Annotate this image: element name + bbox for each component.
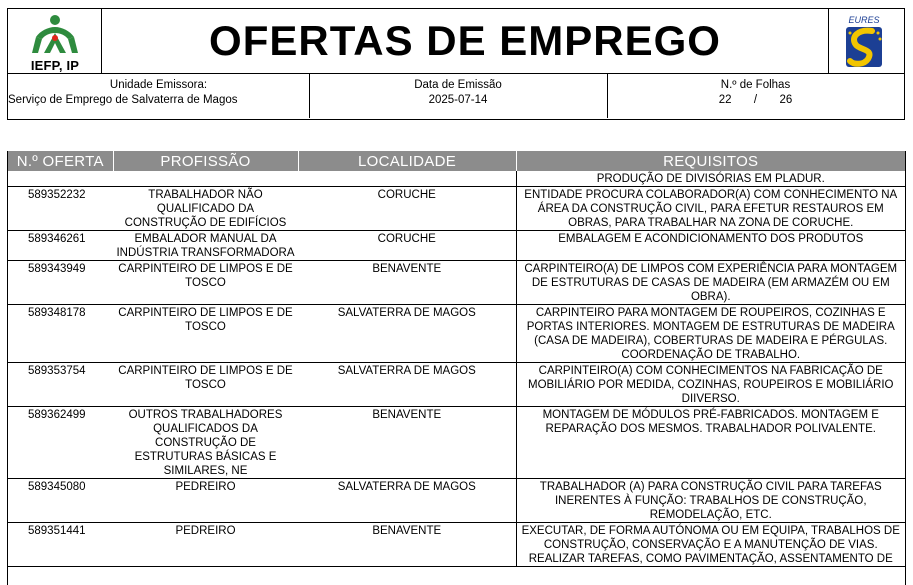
table-row xyxy=(8,479,905,523)
oferta-cell: 589346261 xyxy=(8,231,113,261)
iefp-logo-text: IEFP, IP xyxy=(30,58,80,73)
column-header-oferta: N.º OFERTA xyxy=(8,151,113,171)
oferta-cell: 589343949 xyxy=(8,261,113,305)
table-row xyxy=(8,523,905,567)
issuer-cell xyxy=(8,74,310,118)
requisitos-cell: CARPINTEIRO(A) COM CONHECIMENTOS NA FABRICAÇÃO DE MOBILIÁRIO POR MEDIDA, COZINHAS, ROUPEIROS E MOBILIÁRIO DIIVERSO. xyxy=(516,363,905,407)
table-row xyxy=(8,187,905,231)
issuer-label: Unidade Emissora: xyxy=(109,79,208,91)
requisitos-cell: EMBALAGEM E ACONDICIONAMENTO DOS PRODUTOS xyxy=(516,231,905,261)
total-sheets: 26 xyxy=(779,94,793,106)
job-offers-table xyxy=(8,151,905,567)
iefp-logo xyxy=(20,13,90,73)
localidade-cell: SALVATERRA DE MAGOS xyxy=(298,363,516,407)
oferta-cell: 589345080 xyxy=(8,479,113,523)
requisitos-cell: MONTAGEM DE MÓDULOS PRÉ-FABRICADOS. MONTAGEM E REPARAÇÃO DOS MESMOS. TRABALHADOR POLIVALENTE. xyxy=(516,407,905,479)
column-header-profissao: PROFISSÃO xyxy=(113,151,298,171)
localidade-cell: CORUCHE xyxy=(298,187,516,231)
issuer-value: Serviço de Emprego de Salvaterra de Magos xyxy=(8,94,238,106)
table-row xyxy=(8,363,905,407)
table-header-row xyxy=(8,151,905,171)
title-box xyxy=(7,8,905,74)
table-row xyxy=(8,407,905,479)
localidade-cell: BENAVENTE xyxy=(298,261,516,305)
table-row xyxy=(8,261,905,305)
requisitos-cell: CARPINTEIRO(A) DE LIMPOS COM EXPERIÊNCIA PARA MONTAGEM DE ESTRUTURAS DE CASAS DE MADEIRA (EM ARMAZÉM OU EM OBRA). xyxy=(516,261,905,305)
issue-date-label: Data de Emissão xyxy=(414,79,502,91)
requisitos-cell: ENTIDADE PROCURA COLABORADOR(A) COM CONHECIMENTO NA ÁREA DA CONSTRUÇÃO CIVIL, PARA EFETUR RESTAUROS EM OBRAS, PARA TRABALHAR NA ZONA DE CORUCHE. xyxy=(516,187,905,231)
profissao-cell: EMBALADOR MANUAL DA INDÚSTRIA TRANSFORMADORA xyxy=(113,231,298,261)
current-sheet: 22 xyxy=(718,94,732,106)
job-offers-table-wrapper xyxy=(7,151,906,585)
eures-logo-text: EURES xyxy=(848,15,880,25)
eures-logo xyxy=(838,13,890,71)
oferta-cell: 589348178 xyxy=(8,305,113,363)
column-header-localidade: LOCALIDADE xyxy=(298,151,516,171)
oferta-cell: 589351441 xyxy=(8,523,113,567)
sheet-separator: / xyxy=(753,94,758,106)
localidade-cell: SALVATERRA DE MAGOS xyxy=(298,479,516,523)
sheets-cell xyxy=(607,74,904,118)
requisitos-cell: TRABALHADOR (A) PARA CONSTRUÇÃO CIVIL PARA TAREFAS INERENTES À FUNÇÃO: TRABALHOS DE CONSTRUÇÃO, REMODELAÇÃO, ETC. xyxy=(516,479,905,523)
table-row-continuation xyxy=(8,171,905,187)
requisitos-cell: CARPINTEIRO PARA MONTAGEM DE ROUPEIROS, COZINHAS E PORTAS INTERIORES. MONTAGEM DE ESTRUTURAS DE MADEIRA (CASA DE MADEIRA), COBERTURAS DE MADEIRA E PÉRGULAS. COORDENAÇÃO DE TRABALHO. xyxy=(516,305,905,363)
profissao-cell: OUTROS TRABALHADORES QUALIFICADOS DA CONSTRUÇÃO DE ESTRUTURAS BÁSICAS E SIMILARES, NE xyxy=(113,407,298,479)
divider xyxy=(828,9,829,73)
localidade-cell: BENAVENTE xyxy=(298,407,516,479)
profissao-cell: CARPINTEIRO DE LIMPOS E DE TOSCO xyxy=(113,363,298,407)
profissao-cell: CARPINTEIRO DE LIMPOS E DE TOSCO xyxy=(113,261,298,305)
eures-logo-icon xyxy=(838,13,890,71)
profissao-cell: PEDREIRO xyxy=(113,479,298,523)
profissao-cell: PEDREIRO xyxy=(113,523,298,567)
profissao-cell: TRABALHADOR NÃO QUALIFICADO DA CONSTRUÇÃO DE EDIFÍCIOS xyxy=(113,187,298,231)
localidade-cell: CORUCHE xyxy=(298,231,516,261)
column-header-requisitos: REQUISITOS xyxy=(516,151,905,171)
oferta-cell: 589353754 xyxy=(8,363,113,407)
iefp-logo-icon xyxy=(20,13,90,57)
oferta-cell: 589352232 xyxy=(8,187,113,231)
document-header xyxy=(7,8,905,120)
sheets-label: N.º de Folhas xyxy=(720,79,791,91)
issue-date-value: 2025-07-14 xyxy=(428,94,488,106)
issuer-info-row xyxy=(7,74,905,120)
localidade-cell: SALVATERRA DE MAGOS xyxy=(298,305,516,363)
localidade-cell: BENAVENTE xyxy=(298,523,516,567)
table-row xyxy=(8,305,905,363)
sheets-value xyxy=(607,93,904,108)
oferta-cell: 589362499 xyxy=(8,407,113,479)
requisitos-cell: EXECUTAR, DE FORMA AUTÓNOMA OU EM EQUIPA, TRABALHOS DE CONSTRUÇÃO, CONSERVAÇÃO E A MANUTENÇÃO DE VIAS. REALIZAR TAREFAS, COMO PAVIMENTAÇÃO, ASSENTAMENTO DE xyxy=(516,523,905,567)
page-title: OFERTAS DE EMPREGO xyxy=(209,17,721,64)
issue-date-cell xyxy=(309,74,608,118)
profissao-cell: CARPINTEIRO DE LIMPOS E DE TOSCO xyxy=(113,305,298,363)
requisitos-cell: PRODUÇÃO DE DIVISÓRIAS EM PLADUR. xyxy=(516,171,905,187)
table-row xyxy=(8,231,905,261)
